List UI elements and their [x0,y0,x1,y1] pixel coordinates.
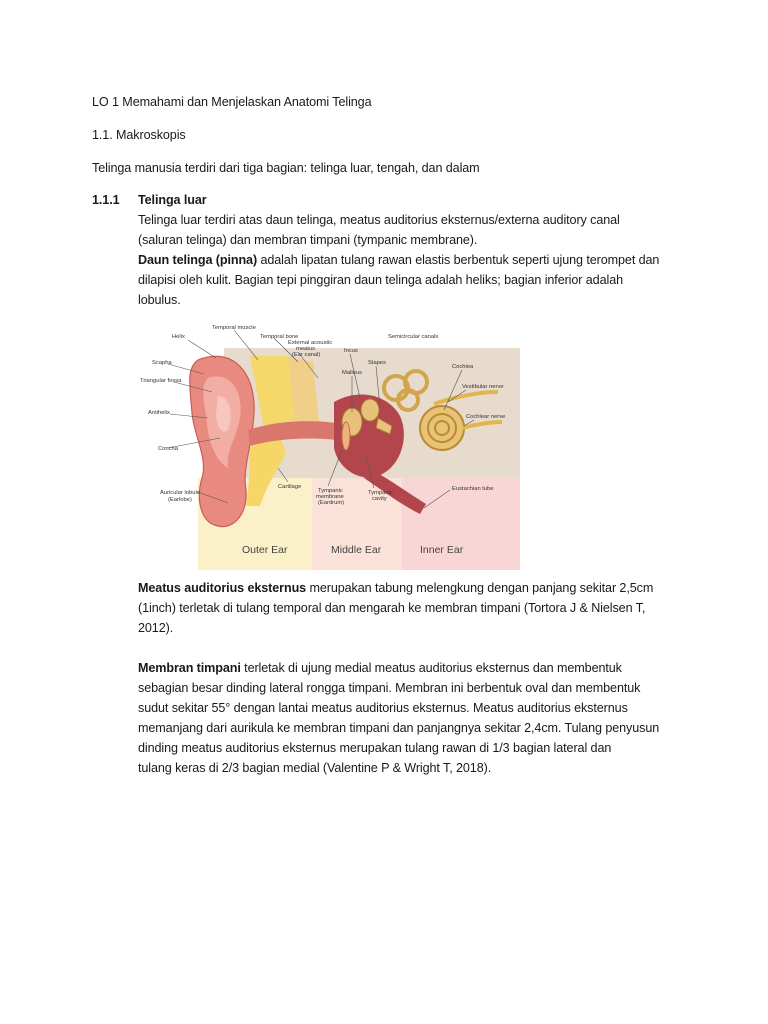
label-helix: Helix [172,334,185,340]
paragraph-line: sebagian besar dinding lateral rongga timpani. Membran ini berbentuk oval dan membentuk [138,681,641,695]
label-cartilage: Cartilage [278,484,302,490]
paragraph-line: lobulus. [138,293,181,307]
label-cochlear-nerve: Cochlear nerve [466,414,506,420]
caption-outer-ear: Outer Ear [242,544,288,556]
label-antihelix: Antihelix [148,410,170,416]
label-concha: Concha [158,446,178,452]
paragraph-line: sudut sekitar 55° dengan lantai meatus auditorius eksternus. Meatus auditorius eksternus [138,701,628,715]
text-run: adalah lipatan tulang rawan elastis berbentuk seperti ujung terompet dan [257,253,660,267]
paragraph-line: 2012). [138,621,174,635]
label-stapes: Stapes [368,360,387,366]
label-auricular-lobule: Auricular lobule [160,490,200,496]
label-cochlea: Cochlea [452,364,474,370]
label-tympanic-membrane-3: (Eardrum) [318,500,345,506]
text-run: merupakan tabung melengkung dengan panjang sekitar 2,5cm [306,581,654,595]
bold-term: Membran timpani [138,661,241,675]
label-triangular-fossa: Triangular fossa [140,378,182,384]
page-heading: LO 1 Memahami dan Menjelaskan Anatomi Telinga [92,95,372,109]
ear-anatomy-figure [138,318,520,570]
subsection-number: 1.1.1 [92,193,120,207]
label-external-meatus: External acoustic [288,340,333,346]
label-tympanic-membrane: Tympanic [318,488,343,494]
label-semicircular-canals: Semicircular canals [388,334,439,340]
paragraph-line: Telinga luar terdiri atas daun telinga, meatus auditorius eksternus/externa auditory canal [138,213,620,227]
label-auricular-lobule-2: (Earlobe) [168,497,192,503]
label-scapha: Scapha [152,360,172,366]
paragraph-line: (saluran telinga) dan membran timpani (tympanic membrane). [138,233,478,247]
caption-middle-ear: Middle Ear [331,544,382,556]
paragraph-line: memanjang dari aurikula ke membran timpani dan panjangnya sekitar 2,4cm. Tulang penyusun [138,721,660,735]
bold-term: (pinna) [215,253,258,267]
bold-term: Meatus auditorius eksternus [138,581,307,595]
paragraph-line [138,658,622,678]
label-incus: Incus [344,348,358,354]
paragraph-line: (1inch) terletak di tulang temporal dan mengarah ke membran timpani (Tortora J & Nielsen T, [138,601,646,615]
label-tympanic-membrane-2: membrane [316,494,344,500]
label-temporal-muscle: Temporal muscle [212,325,256,331]
caption-inner-ear: Inner Ear [420,544,464,556]
section-heading: 1.1. Makroskopis [92,128,186,142]
label-external-meatus-3: (Ear canal) [292,352,321,358]
paragraph-line [138,250,659,270]
label-tympanic-cavity-2: cavity [372,496,387,502]
paragraph-line [138,578,653,598]
label-external-meatus-2: meatus [296,346,316,352]
label-eustachian-tube: Eustachian tube [452,486,494,492]
label-temporal-bone: Temporal bone [260,334,299,340]
text-run: terletak di ujung medial meatus auditorius eksternus dan membentuk [240,661,622,675]
bold-term: Daun telinga [138,253,216,267]
intro-paragraph: Telinga manusia terdiri dari tiga bagian: telinga luar, tengah, dan dalam [92,161,480,175]
subsection-title: Telinga luar [138,193,207,207]
paragraph-line: dilapisi oleh kulit. Bagian tepi pinggiran daun telinga adalah heliks; bagian inferior adalah [138,273,623,287]
paragraph-line: tulang keras di 2/3 bagian medial (Valentine P & Wright T, 2018). [138,761,492,775]
label-tympanic-cavity: Tympanic [368,490,393,496]
paragraph-line: dinding meatus auditorius eksternus merupakan tulang rawan di 1/3 bagian lateral dan [138,741,612,755]
label-vestibular-nerve: Vestibular nerve [462,384,504,390]
label-malleus: Malleus [342,370,362,376]
